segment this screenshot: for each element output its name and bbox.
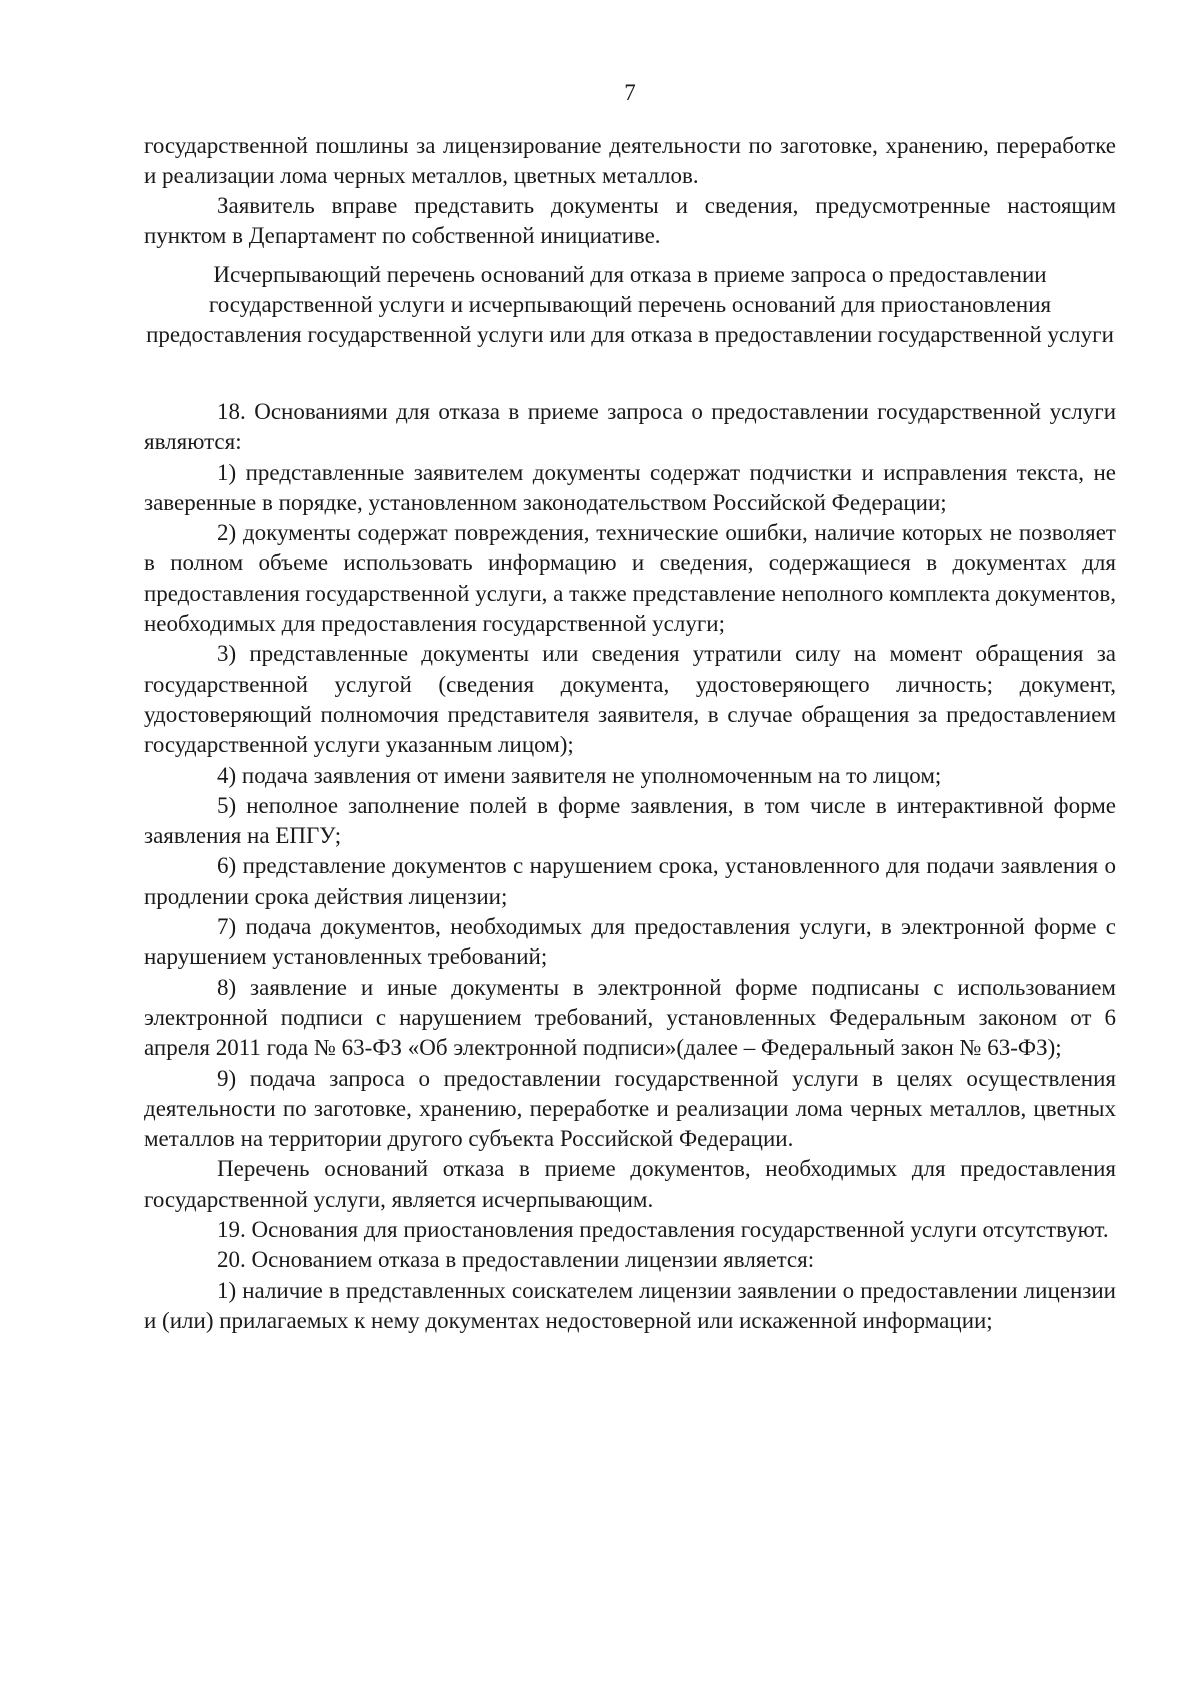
- intro-paragraph-1: государственной пошлины за лицензирование деятельности по заготовке, хранению, переработке и реализации лома черных металлов, цветных металлов.: [144, 133, 1116, 188]
- intro-paragraph-2: Заявитель вправе представить документы и сведения, предусмотренные настоящим пунктом в Департамент по собственной инициативе.: [144, 193, 1116, 248]
- list-item-18-1: 1) представленные заявителем документы содержат подчистки и исправления текста, не заверенные в порядке, установленном законодательством Российской Федерации;: [144, 459, 1116, 515]
- list-item-18-9: 9) подача запроса о предоставлении государственной услуги в целях осуществления деятельности по заготовке, хранению, переработке и реализации лома черных металлов, цветных металлов на территории другого субъекта Российской Федерации.: [144, 1065, 1116, 1152]
- intro-block: [144, 131, 1116, 251]
- list-item-18-6: 6) представление документов с нарушением срока, установленного для подачи заявления о продлении срока действия лицензии;: [144, 853, 1116, 909]
- main-section: [144, 397, 1116, 1336]
- list-item-18-3: 3) представленные документы или сведения утратили силу на момент обращения за государственной услугой (сведения документа, удостоверяющего личность; документ, удостоверяющий полномочия представителя заявителя, в случае обращения за предоставлением государственной услуги указанным лицом);: [144, 641, 1116, 758]
- list-item-18-8: 8) заявление и иные документы в электронной форме подписаны с использованием электронной подписи с нарушением требований, установленных Федеральным законом от 6 апреля 2011 года № 63-ФЗ «Об электронной подписи»(далее – Федеральный закон № 63-ФЗ);: [144, 974, 1116, 1061]
- list-item-18-4: 4) подача заявления от имени заявителя не уполномоченным на то лицом;: [217, 762, 942, 788]
- list-item-18-2: 2) документы содержат повреждения, технические ошибки, наличие которых не позволяет в полном объеме использовать информацию и сведения, содержащиеся в документах для предоставления государственной услуги, а также представление неполного комплекта документов, необходимых для предоставления государственной услуги;: [144, 520, 1116, 637]
- paragraph-exhaustive-list: Перечень оснований отказа в приеме документов, необходимых для предоставления государственной услуги, является исчерпывающим.: [144, 1156, 1116, 1212]
- paragraph-18: 18. Основаниями для отказа в приеме запроса о предоставлении государственной услуги являются:: [144, 399, 1116, 455]
- paragraph-19: 19. Основания для приостановления предоставления государственной услуги отсутствуют.: [217, 1217, 1109, 1243]
- section-heading: Исчерпывающий перечень оснований для отказа в приеме запроса о предоставлении государственной услуги и исчерпывающий перечень оснований для приостановления предоставления государственной услуги или для отказа в предоставлении государственной услуги: [146, 262, 1114, 347]
- page-number: 7: [624, 80, 636, 105]
- list-item-18-7: 7) подача документов, необходимых для предоставления услуги, в электронной форме с нарушением установленных требований;: [144, 914, 1116, 970]
- document-page: [144, 0, 1116, 1698]
- list-item-20-1: 1) наличие в представленных соискателем лицензии заявлении о предоставлении лицензии и (или) прилагаемых к нему документах недостоверной или искаженной информации;: [144, 1277, 1116, 1333]
- paragraph-20: 20. Основанием отказа в предоставлении лицензии является:: [217, 1247, 815, 1273]
- list-item-18-5: 5) неполное заполнение полей в форме заявления, в том числе в интерактивной форме заявления на ЕПГУ;: [144, 792, 1116, 849]
